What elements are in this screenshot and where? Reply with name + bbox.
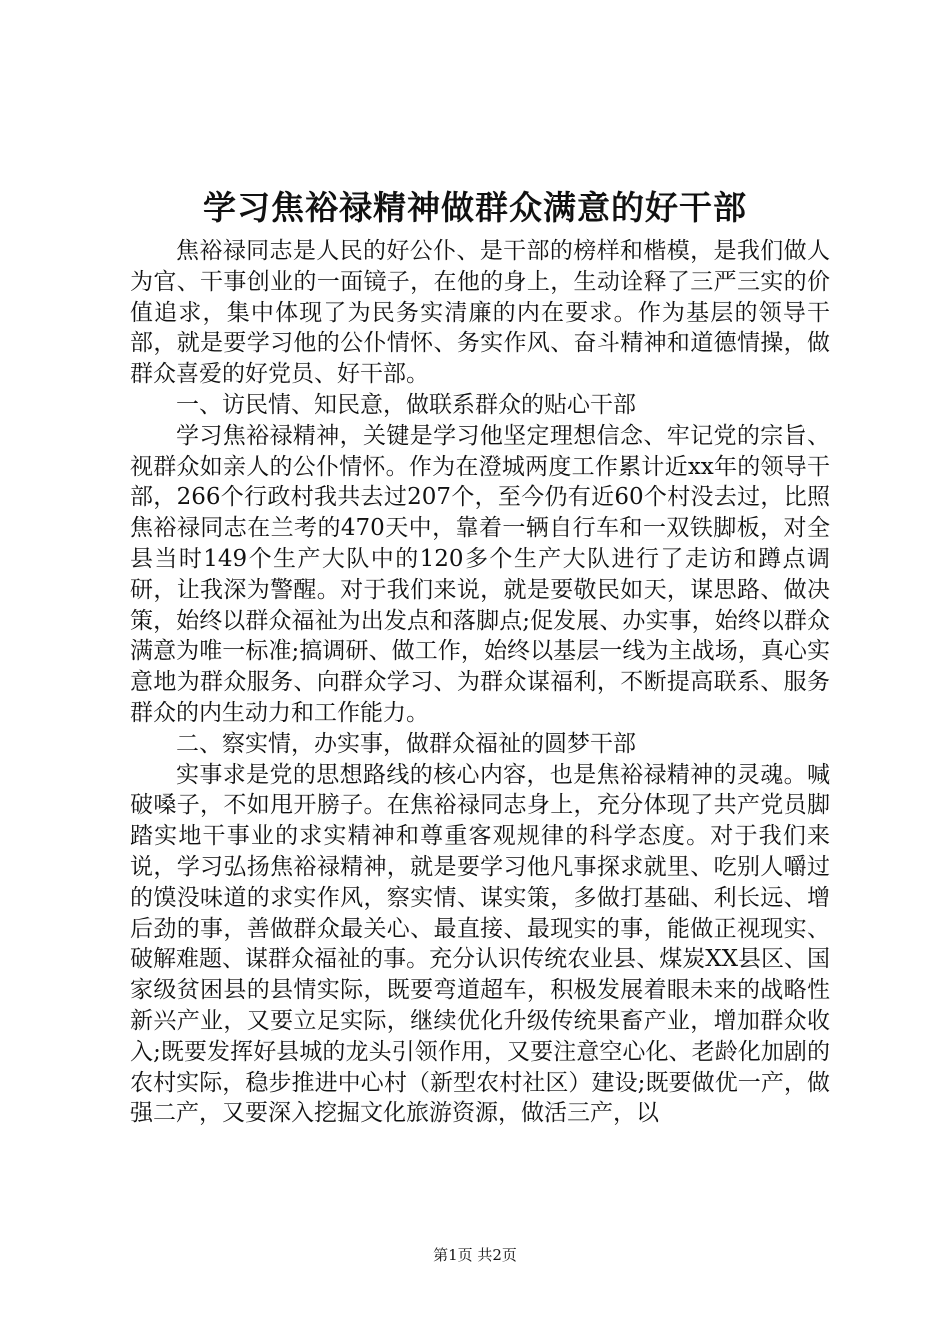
section-heading-1: 一、访民情、知民意，做联系群众的贴心干部: [176, 391, 636, 418]
paragraph-section-2: 实事求是党的思想路线的核心内容，也是焦裕禄精神的灵魂。喊破嗓子，不如甩开膀子。在焦裕禄同志身上，充分体现了共产党员脚踏实地干事业的求实精神和尊重客观规律的科学态度。对于我们来说，学习弘扬焦裕禄精神，就是要学习他凡事探求就里、吃别人嚼过的馍没味道的求实作风，察实情、谋实策，多做打基础、利长远、增后劲的事，善做群众最关心、最直接、最现实的事，能做正视现实、破解难题、谋群众福祉的事。充分认识传统农业县、煤炭XX县区、国家级贫困县的县情实际，既要弯道超车，积极发展着眼未来的战略性新兴产业，又要立足实际，继续优化升级传统果畜产业，增加群众收入;既要发挥好县城的龙头引领作用，又要注意空心化、老龄化加剧的农村实际，稳步推进中心村（新型农村社区）建设;既要做优一产，做强二产，又要深入挖掘文化旅游资源，做活三产，以: [130, 761, 830, 1127]
document-title: 学习焦裕禄精神做群众满意的好干部: [203, 188, 747, 227]
paragraph-intro: 焦裕禄同志是人民的好公仆、是干部的榜样和楷模，是我们做人为官、干事创业的一面镜子，在他的身上，生动诠释了三严三实的价值追求，集中体现了为民务实清廉的内在要求。作为基层的领导干部，就是要学习他的公仆情怀、务实作风、奋斗精神和道德情操，做群众喜爱的好党员、好干部。: [130, 238, 830, 388]
document-body: [130, 236, 830, 1129]
paragraph-section-1: 学习焦裕禄精神，关键是学习他坚定理想信念、牢记党的宗旨、视群众如亲人的公仆情怀。作为在澄城两度工作累计近xx年的领导干部，266个行政村我共去过207个，至今仍有近60个村没去过，比照焦裕禄同志在兰考的470天中，靠着一辆自行车和一双铁脚板，对全县当时149个生产大队中的120多个生产大队进行了走访和蹲点调研，让我深为警醒。对于我们来说，就是要敬民如天，谋思路、做决策，始终以群众福祉为出发点和落脚点;促发展、办实事，始终以群众满意为唯一标准;搞调研、做工作，始终以基层一线为主战场，真心实意地为群众服务、向群众学习、为群众谋福利，不断提高联系、服务群众的内生动力和工作能力。: [130, 422, 830, 726]
page-number-footer: 第1页 共2页: [433, 1246, 517, 1264]
section-heading-2: 二、察实情，办实事，做群众福祉的圆梦干部: [176, 730, 636, 757]
